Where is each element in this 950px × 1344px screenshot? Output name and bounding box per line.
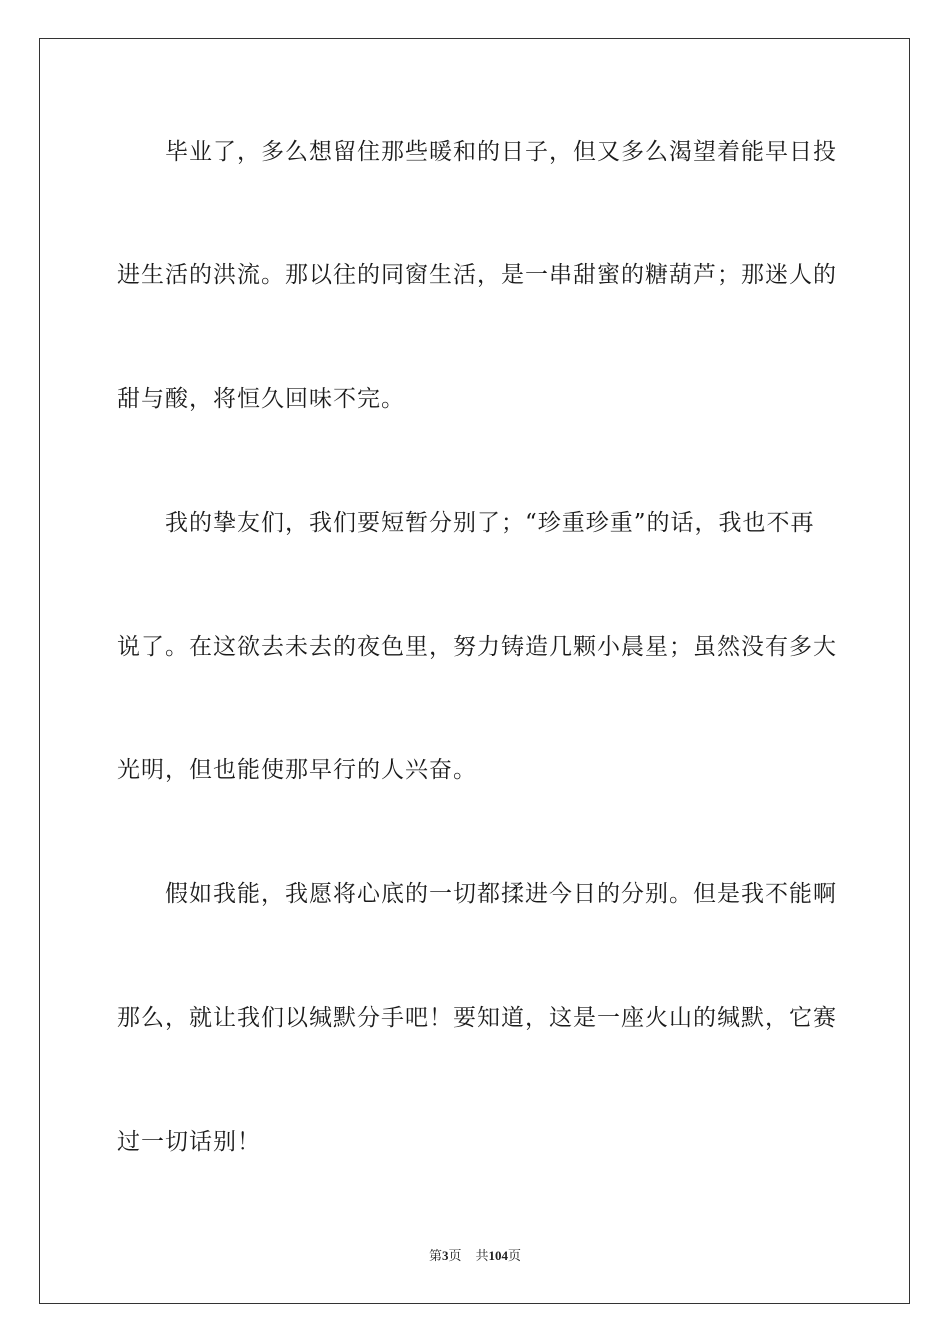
text-line: 光明，但也能使那早行的人兴奋。 [117,757,477,783]
total-suffix: 页 [508,1248,522,1263]
page-footer [0,1247,950,1265]
total-prefix: 共 [475,1248,489,1263]
total-pages: 104 [488,1248,509,1263]
page-number: 3 [441,1248,449,1263]
text-line: 进生活的洪流。那以往的同窗生活，是一串甜蜜的糖葫芦；那迷人的 [117,262,837,288]
page-suffix: 页 [448,1248,462,1263]
text-line: 那么，就让我们以缄默分手吧！要知道，这是一座火山的缄默，它赛 [117,1005,837,1031]
page-prefix: 第 [428,1248,442,1263]
text-line: 毕业了，多么想留住那些暖和的日子，但又多么渴望着能早日投 [165,139,837,165]
page-border [39,38,910,1304]
text-line: 过一切话别！ [117,1129,261,1155]
text-line: 说了。在这欲去未去的夜色里，努力铸造几颗小晨星；虽然没有多大 [117,634,837,660]
text-line: 甜与酸，将恒久回味不完。 [117,386,405,412]
text-line: 假如我能，我愿将心底的一切都揉进今日的分别。但是我不能啊 [165,881,837,907]
text-line: 我的挚友们，我们要短暂分别了；“珍重珍重”的话，我也不再 [165,510,815,536]
